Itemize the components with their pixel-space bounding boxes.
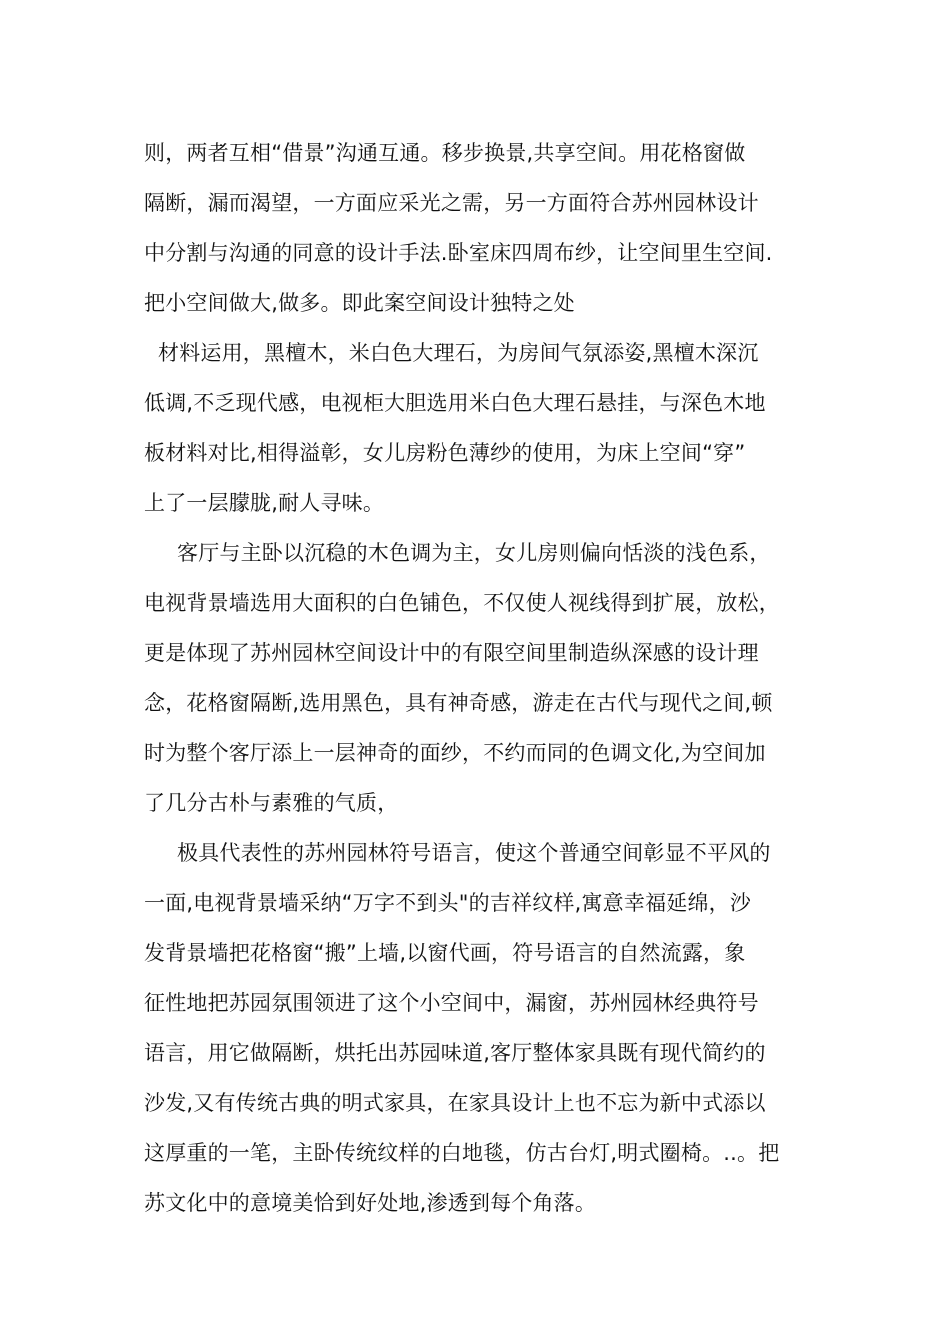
paragraph-4 (144, 828, 814, 1228)
text-line: 更是体现了苏州园林空间设计中的有限空间里制造纵深感的设计理 (144, 641, 759, 665)
text-line: 隔断，漏而渴望，一方面应采光之需，另一方面符合苏州园林设计 (144, 191, 759, 215)
text-line: 苏文化中的意境美恰到好处地,渗透到每个角落。 (144, 1191, 597, 1215)
text-line: 则，两者互相“借景”沟通互通。移步换景,共享空间。用花格窗做 (144, 141, 746, 165)
text-line: 了几分古朴与素雅的气质， (144, 791, 399, 815)
text-line: 中分割与沟通的同意的设计手法.卧室床四周布纱，让空间里生空间. (144, 241, 773, 265)
paragraph-3 (144, 528, 814, 828)
text-line: 征性地把苏园氛围领进了这个小空间中，漏窗，苏州园林经典符号 (144, 991, 759, 1015)
text-line: 沙发,又有传统古典的明式家具，在家具设计上也不忘为新中式添以 (144, 1091, 766, 1115)
text-line: 低调,不乏现代感，电视柜大胆选用米白色大理石悬挂，与深色木地 (144, 391, 766, 415)
text-line: 客厅与主卧以沉稳的木色调为主，女儿房则偏向恬淡的浅色系， (177, 541, 771, 565)
text-line: 极具代表性的苏州园林符号语言，使这个普通空间彰显不平风的 (177, 841, 771, 865)
text-line: 这厚重的一笔，主卧传统纹样的白地毯，仿古台灯,明式圈椅。..。把 (144, 1141, 780, 1165)
text-line: 时为整个客厅添上一层神奇的面纱，不约而同的色调文化,为空间加 (144, 741, 766, 765)
text-line: 念，花格窗隔断,选用黑色，具有神奇感，游走在古代与现代之间,顿 (144, 691, 773, 715)
text-line: 电视背景墙选用大面积的白色铺色，不仅使人视线得到扩展，放松， (144, 591, 780, 615)
article-body (144, 128, 814, 1228)
text-line: 把小空间做大,做多。即此案空间设计独特之处 (144, 291, 575, 315)
paragraph-1 (144, 128, 814, 328)
text-line: 发背景墙把花格窗“搬”上墙,以窗代画，符号语言的自然流露，象 (144, 941, 746, 965)
text-line: 一面,电视背景墙采纳“万字不到头"的吉祥纹样,寓意幸福延绵，沙 (144, 891, 752, 915)
text-line: 语言，用它做隔断，烘托出苏园味道,客厅整体家具既有现代简约的 (144, 1041, 766, 1065)
paragraph-2 (144, 328, 814, 528)
text-line: 材料运用，黑檀木，米白色大理石，为房间气氛添姿,黑檀木深沉 (158, 341, 759, 365)
text-line: 板材料对比,相得溢彰，女儿房粉色薄纱的使用，为床上空间“穿” (144, 441, 746, 465)
text-line: 上了一层朦胧,耐人寻味。 (144, 491, 385, 515)
